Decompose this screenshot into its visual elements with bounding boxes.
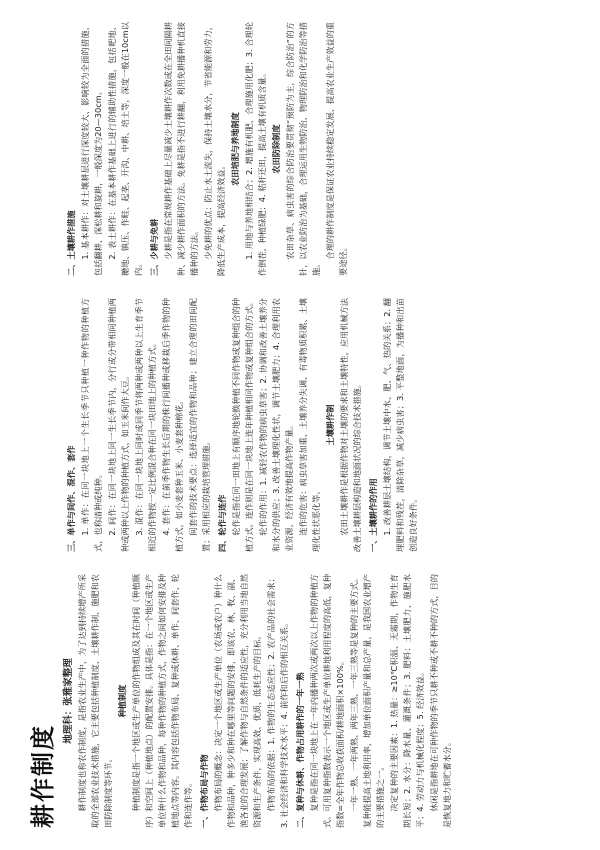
document-subtitle: 地理科：张雅家整理 [63,658,74,744]
paragraph: 少耕是指在常规耕作基础上尽量减少土壤耕作次数或在全田间隔耕种、减少耕作面积的方法。免耕是指不进行耕翻，利用免耕播种机直接播种的方法。 [163,22,199,276]
section-heading: 二、复种与休耕、作物占用耕作的一年一熟 [295,672,305,828]
section-heading: 四、轮作与连作 [217,494,227,552]
paragraph: 1. 基本耕作：对土壤耕层进行深度较大、影响较为全面的措施，包括翻耕、深松耕和旋耕，一般深度为20—30cm。 [80,22,103,276]
header [18,22,58,828]
paragraph: 农田土壤耕作是根据作物对土壤的要求和土壤特性，应用机械方法改善土壤耕层构造和地面状况的综合技术措施。 [339,298,362,552]
chapter-heading: 种植制度 [117,684,127,718]
paragraph: 1. 改善耕层土壤结构，调节土壤中水、肥、气、热的关系；2. 翻埋肥料和残茬，清除杂草，减少病虫害；3. 平整地面，为播种和出苗创造良好条件。 [382,298,418,552]
section-heading: 二、土壤耕作措施 [66,210,76,276]
chapter-heading: 农田培肥与养地制度 [230,112,240,186]
paragraph: 3. 混作：在同一块地上同时或同季节将两种或两种以上生育季节相近的作物按一定比例混合种在同一块田地上的种植方式。 [134,298,157,552]
section-heading: 一、作物布局与作物 [199,754,209,828]
paragraph: 作物布局的依据：1. 作物的生态适应性；2. 农产品的社会需求；3. 社会经济和科学技术水平；4. 前作和后作的相互关系。 [266,574,289,828]
chapter-heading: 农田防除制度 [271,124,281,174]
column-2 [62,298,582,552]
section-heading: 一、土壤耕作的作用 [368,478,378,552]
paragraph: 一年一熟、一年两熟、两年三熟、一年三熟等是复种的主要方式。复种能提高土地利用率，增加单位面积产量和总产量，是我国农业增产的主要措施之一。 [349,574,385,828]
paragraph: 作物布局的概念：决定一个地区或生产单位（农场或农户）种什么作物和品种，种多少和种在哪里等问题的安排，即该农、林、牧、副、渔各业的合理发展；了解作物与自然条件的适应性，充分利用当地自然资源和生产条件，实现高效、优质、低耗生产的目标。 [213,574,262,828]
paragraph: 耕作制度也称农作制度，是指农业生产中，为了达到持续增产所采取的全部农业技术措施，它主要包括种植制度、土壤耕作制、施肥和农田防除制度等环节。 [77,574,113,828]
paragraph: 农田杂草、病虫害的综合防治要贯彻“预防为主，综合防治”的方针，以农业防治为基础，合理运用生物防治、物理防治和化学防治等措施。 [285,22,321,276]
paragraph: 间套作的技术要点：选择适宜的作物和品种；建立合理的田间配置；采用相应的栽培管理措施。 [188,298,211,552]
paragraph: 合理的耕作制度是保证农业持续稳定发展、提高农业生产效益的重要途径。 [325,22,348,276]
paragraph: 1. 用地与养地相结合；2. 增施有机肥，合理施用化肥；3. 合理轮作倒茬，种植绿肥；4. 秸秆还田，提高土壤有机质含量。 [244,22,267,276]
column-body [65,298,420,552]
paragraph: 复种是指在同一块地上在一年内播种两次或两次以上作物的种植方式。可用复种指数表示一个地区或生产单位耕地利用程度的高低，复种指数=全年作物总收获面积/耕地面积×100%。 [309,574,345,828]
paragraph: 决定复种的主要因素：1. 热量：≥10℃积温、无霜期，作物生育期长短；2. 水分：降水量、灌溉条件；3. 肥料：土壤肥力、施肥水平；4. 劳动力与机械化程度；5. 经济效益。 [389,574,425,828]
document-title: 耕作制度 [29,724,57,828]
paragraph: 休闲是指耕地在可种作物的季节只耕不种或不耕不种的方式，目的是恢复地力和贮蓄水分。 [429,574,452,828]
paragraph: 2. 表土耕作：在基本耕作基础上进行的辅助性措施，包括耙地、耱地、镇压、作畦、起垄、开沟、中耕、培土等，深度一般在10cm以内。 [107,22,143,276]
column-1 [62,574,582,828]
paragraph: 连作的危害：病虫草害加重、土壤养分失调、有毒物质积累、土壤理化性状恶化等。 [298,298,321,552]
paragraph: 少免耕的优点：防止水土流失，保持土壤水分，节省能源和劳力，降低生产成本，提高经济效益。 [203,22,226,276]
paragraph: 2. 间作：在同一块地上同一生长季节内，分行或分带相间种植两种或两种以上作物的种植方式，如玉米间作大豆。 [107,298,130,552]
paragraph: 种植制度是指一个地区或生产单位的作物组成及其在时间（种植顺序）和空间上（种植地点）的配置安排。具体是指：在一个地区或生产单位种什么作物和品种，每种作物的种植方式，作物之间如何安排及种植地点等内容。其内容包括作物布局、复种或休耕、单作、间套作、轮作和连作等。 [131,574,193,828]
paragraph: 轮作的作用：1. 减轻农作物的病虫草害；2. 协调和改善土壤养分和水分的供应；3. 改善土壤理化性状，调节土壤肥力；4. 合理利用农业资源，经济有效地提高作物产量。 [258,298,294,552]
paragraph: 1. 单作：在同一块地上一个生长季节只种植一种作物的种植方式，也称清种或纯种。 [80,298,103,552]
column-body [76,574,454,828]
paragraph: 4. 套作：在前季作物生长后期的株行间播种或移栽后季作物的种植方式，如小麦套种玉米、小麦套种棉花。 [161,298,184,552]
section-heading: 三、单作与间作、混作、套作 [66,445,76,552]
chapter-heading: 土壤耕作制 [325,404,335,446]
section-heading: 三、少耕与免耕 [149,218,159,276]
column-body [65,22,350,276]
column-3 [62,22,582,276]
columns [62,22,582,828]
paragraph: 轮作是指在同一田地上有顺序地轮换种植不同作物或复种组合的种植方式。连作则是在同一块地上连年种植相同作物或复种组合的方式。 [231,298,254,552]
